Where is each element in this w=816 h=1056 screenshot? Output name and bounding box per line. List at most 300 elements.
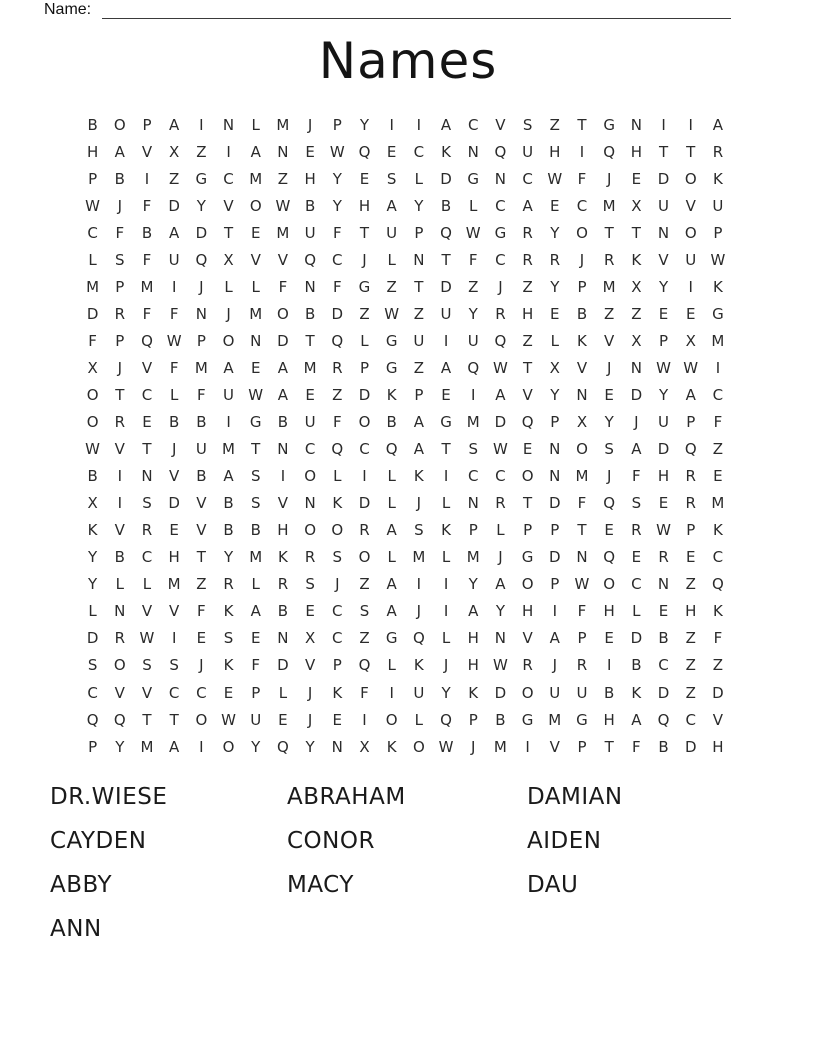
grid-cell: J (307, 710, 313, 729)
grid-cell: J (606, 358, 612, 377)
grid-cell: Y (468, 575, 478, 594)
grid-cell: A (522, 196, 533, 215)
grid-cell: F (713, 629, 723, 648)
grid-cell: W (547, 169, 563, 188)
grid-cell: T (142, 710, 152, 729)
grid-cell: O (358, 413, 371, 432)
grid-cell: P (577, 629, 587, 648)
grid-cell: O (412, 737, 425, 756)
grid-cell: R (712, 142, 724, 161)
word-list-item: AIDEN (527, 828, 602, 854)
grid-cell: L (169, 385, 179, 404)
grid-cell: I (280, 467, 286, 486)
grid-cell: P (115, 331, 125, 350)
grid-cell: N (141, 467, 153, 486)
grid-cell: O (86, 385, 99, 404)
grid-cell: P (414, 223, 424, 242)
grid-cell: G (385, 629, 398, 648)
grid-cell: D (168, 494, 180, 513)
name-label: Name: (44, 1, 92, 18)
grid-cell: S (414, 521, 424, 540)
grid-cell: W (683, 358, 699, 377)
grid-cell: B (223, 494, 234, 513)
grid-cell: Q (467, 358, 480, 377)
grid-cell: G (385, 358, 398, 377)
grid-cell: W (656, 521, 671, 540)
grid-cell: A (495, 575, 506, 594)
grid-cell: D (86, 304, 99, 323)
word-list-item: DR.WIESE (50, 784, 168, 810)
grid-cell: H (603, 710, 615, 729)
grid-cell: M (222, 440, 235, 459)
grid-cell: H (657, 467, 670, 486)
grid-cell: I (715, 358, 721, 377)
grid-cell: O (304, 521, 316, 540)
grid-cell: G (385, 331, 398, 350)
grid-cell: R (332, 358, 343, 377)
grid-cell: L (115, 575, 124, 594)
grid-cell: O (521, 683, 534, 702)
grid-cell: N (195, 304, 207, 323)
grid-cell: A (631, 710, 642, 729)
grid-cell: Q (657, 710, 670, 729)
grid-cell: C (467, 467, 479, 486)
grid-cell: Q (440, 710, 452, 729)
grid-cell: R (631, 521, 642, 540)
grid-cell: Q (141, 331, 153, 350)
grid-cell: T (115, 385, 125, 404)
grid-cell: P (251, 683, 261, 702)
grid-cell: U (195, 440, 207, 459)
grid-cell: I (416, 115, 422, 134)
word-list-spacer (527, 907, 766, 951)
grid-cell: C (87, 223, 98, 242)
grid-cell: Q (331, 440, 344, 459)
grid-cell: I (171, 629, 177, 648)
grid-cell: F (632, 467, 641, 486)
grid-cell: K (631, 250, 642, 269)
grid-cell: S (604, 440, 614, 459)
grid-cell: J (416, 602, 422, 621)
grid-cell: D (494, 413, 507, 432)
grid-cell: Y (604, 413, 614, 432)
grid-cell: N (657, 575, 670, 594)
grid-cell: Q (277, 737, 289, 756)
grid-cell: G (494, 223, 507, 242)
grid-cell: F (577, 169, 587, 188)
grid-cell: D (549, 494, 561, 513)
grid-cell: Y (468, 304, 478, 323)
grid-cell: B (495, 710, 506, 729)
grid-cell: J (416, 494, 422, 513)
grid-cell: E (441, 385, 451, 404)
grid-cell: X (685, 331, 696, 350)
grid-cell: U (223, 385, 235, 404)
grid-cell: O (331, 521, 344, 540)
grid-cell: I (606, 656, 612, 675)
grid-cell: H (712, 737, 724, 756)
grid-cell: W (492, 358, 508, 377)
grid-cell: M (140, 277, 154, 296)
grid-cell: P (332, 656, 342, 675)
grid-cell: D (630, 385, 643, 404)
grid-cell: H (549, 142, 561, 161)
grid-cell: L (387, 250, 396, 269)
grid-cell: N (277, 142, 289, 161)
grid-cell: T (441, 440, 451, 459)
grid-cell: I (688, 115, 693, 134)
grid-cell: Q (603, 548, 616, 567)
grid-cell: L (251, 575, 260, 594)
grid-cell: V (196, 494, 207, 513)
grid-cell: G (576, 710, 588, 729)
grid-cell: I (552, 602, 557, 621)
grid-cell: Z (332, 385, 343, 404)
grid-cell: E (196, 629, 207, 648)
grid-cell: R (223, 575, 234, 594)
grid-cell: S (142, 656, 152, 675)
grid-cell: Z (196, 142, 207, 161)
grid-cell: Y (550, 277, 560, 296)
grid-cell: E (685, 304, 696, 323)
grid-cell: C (304, 440, 316, 459)
grid-cell: P (88, 169, 98, 188)
grid-cell: L (333, 467, 342, 486)
grid-cell: B (196, 467, 207, 486)
grid-cell: Z (522, 331, 533, 350)
grid-cell: P (550, 521, 560, 540)
grid-cell: O (222, 331, 235, 350)
grid-cell: W (221, 710, 236, 729)
grid-cell: O (195, 710, 208, 729)
grid-cell: T (169, 710, 179, 729)
grid-cell: J (171, 440, 177, 459)
grid-cell: M (493, 737, 507, 756)
grid-cell: S (305, 575, 315, 594)
grid-cell: L (278, 683, 288, 702)
grid-cell: G (603, 115, 615, 134)
grid-cell: B (114, 548, 125, 567)
grid-cell: E (604, 521, 614, 540)
grid-cell: P (88, 737, 98, 756)
grid-cell: V (114, 683, 125, 702)
grid-cell: C (467, 115, 479, 134)
grid-cell: C (359, 440, 370, 459)
grid-cell: T (441, 250, 451, 269)
grid-cell: S (522, 115, 533, 134)
grid-cell: J (606, 467, 612, 486)
grid-cell: F (142, 304, 152, 323)
grid-cell: C (332, 629, 343, 648)
grid-cell: V (277, 494, 289, 513)
grid-cell: Y (550, 385, 560, 404)
grid-cell: P (577, 737, 587, 756)
grid-cell: J (443, 656, 449, 675)
grid-cell: Y (495, 602, 505, 621)
grid-cell: C (332, 250, 343, 269)
grid-cell: Y (414, 196, 424, 215)
grid-cell: S (169, 656, 179, 675)
grid-cell: B (604, 683, 615, 702)
grid-cell: T (305, 331, 315, 350)
grid-cell: E (631, 169, 642, 188)
grid-cell: W (166, 331, 182, 350)
grid-cell: R (359, 521, 370, 540)
grid-cell: A (631, 440, 642, 459)
grid-cell: E (250, 629, 261, 648)
grid-cell: M (194, 358, 208, 377)
grid-cell: J (552, 656, 557, 675)
grid-cell: L (88, 602, 97, 621)
grid-cell: H (467, 656, 479, 675)
grid-cell: I (579, 142, 585, 161)
grid-cell: Q (331, 331, 344, 350)
grid-cell: F (142, 250, 152, 269)
grid-cell: Z (169, 169, 180, 188)
grid-cell: T (577, 521, 587, 540)
word-list-item: ABRAHAM (287, 784, 406, 810)
grid-cell: C (576, 196, 588, 215)
grid-cell: Q (358, 142, 371, 161)
grid-cell: R (304, 548, 316, 567)
grid-cell: E (658, 494, 669, 513)
grid-cell: A (440, 115, 452, 134)
grid-cell: Q (358, 656, 371, 675)
grid-cell: E (658, 304, 669, 323)
grid-cell: O (113, 656, 126, 675)
grid-cell: V (250, 250, 261, 269)
grid-cell: T (604, 737, 614, 756)
grid-cell: Q (113, 710, 126, 729)
grid-cell: F (88, 331, 97, 350)
grid-cell: M (140, 737, 154, 756)
grid-cell: I (171, 277, 177, 296)
grid-cell: J (199, 656, 204, 675)
grid-cell: V (141, 358, 153, 377)
grid-cell: Q (412, 629, 425, 648)
grid-cell: D (657, 169, 670, 188)
grid-cell: W (574, 575, 590, 594)
grid-cell: H (358, 196, 371, 215)
grid-cell: C (522, 169, 533, 188)
grid-cell: J (498, 277, 503, 296)
grid-cell: V (522, 629, 533, 648)
grid-cell: N (630, 358, 642, 377)
grid-cell: J (199, 277, 204, 296)
grid-cell: O (576, 223, 588, 242)
grid-cell: K (386, 385, 397, 404)
grid-cell: R (141, 521, 153, 540)
grid-cell: V (169, 602, 180, 621)
grid-cell: E (359, 169, 370, 188)
grid-cell: V (685, 196, 696, 215)
grid-cell: K (386, 737, 397, 756)
grid-cell: D (277, 331, 289, 350)
grid-cell: D (358, 385, 371, 404)
grid-cell: E (685, 548, 696, 567)
grid-cell: B (196, 413, 207, 432)
grid-cell: E (250, 223, 261, 242)
grid-cell: K (468, 683, 479, 702)
grid-cell: P (414, 385, 424, 404)
grid-cell: D (494, 683, 507, 702)
grid-cell: I (144, 169, 150, 188)
grid-cell: T (251, 440, 261, 459)
grid-cell: M (466, 548, 480, 567)
grid-cell: V (114, 440, 125, 459)
grid-cell: M (548, 710, 562, 729)
grid-cell: R (576, 656, 588, 675)
word-list-item: ANN (50, 916, 102, 942)
grid-cell: K (223, 602, 234, 621)
grid-cell: K (712, 602, 723, 621)
grid-cell: V (712, 710, 724, 729)
grid-cell: V (223, 196, 234, 215)
grid-cell: A (169, 223, 180, 242)
grid-cell: H (277, 521, 289, 540)
grid-cell: M (249, 548, 263, 567)
grid-cell: K (441, 521, 451, 540)
grid-cell: E (522, 440, 533, 459)
grid-cell: V (277, 250, 289, 269)
grid-cell: I (416, 575, 422, 594)
grid-cell: H (630, 142, 642, 161)
grid-cell: Y (223, 548, 234, 567)
grid-cell: F (332, 413, 342, 432)
grid-cell: N (413, 250, 425, 269)
grid-cell: D (440, 277, 452, 296)
grid-cell: T (658, 142, 669, 161)
grid-cell: F (360, 683, 369, 702)
grid-cell: L (441, 494, 451, 513)
grid-cell: M (249, 304, 263, 323)
grid-cell: C (685, 710, 696, 729)
grid-cell: G (712, 304, 724, 323)
grid-cell: O (385, 710, 398, 729)
grid-cell: E (278, 710, 288, 729)
grid-cell: A (685, 385, 696, 404)
grid-cell: V (304, 656, 316, 675)
grid-cell: N (467, 494, 479, 513)
grid-cell: I (688, 277, 693, 296)
grid-cell: A (250, 602, 261, 621)
grid-cell: V (576, 358, 588, 377)
grid-cell: M (303, 358, 317, 377)
grid-cell: J (579, 250, 585, 269)
grid-cell: M (602, 277, 616, 296)
grid-cell: T (414, 277, 424, 296)
grid-cell: K (577, 331, 587, 350)
grid-cell: D (358, 494, 371, 513)
grid-cell: X (169, 142, 180, 161)
grid-cell: Y (359, 115, 370, 134)
grid-cell: N (494, 169, 507, 188)
grid-cell: S (87, 656, 98, 675)
grid-cell: Z (386, 277, 397, 296)
grid-cell: L (387, 548, 396, 567)
grid-cell: L (360, 331, 369, 350)
grid-cell: G (521, 548, 534, 567)
word-search-grid (79, 111, 732, 760)
grid-cell: F (251, 656, 261, 675)
grid-cell: R (114, 629, 125, 648)
grid-cell: E (169, 521, 179, 540)
word-list-item: CONOR (287, 828, 375, 854)
grid-cell: U (712, 196, 724, 215)
grid-cell: W (438, 737, 454, 756)
grid-cell: Y (332, 169, 342, 188)
grid-cell: A (386, 575, 397, 594)
grid-cell: U (522, 142, 534, 161)
grid-cell: C (495, 196, 506, 215)
grid-cell: R (685, 467, 696, 486)
grid-cell: F (169, 358, 179, 377)
grid-cell: H (685, 602, 697, 621)
grid-cell: J (362, 250, 367, 269)
grid-cell: A (114, 142, 125, 161)
grid-cell: U (658, 413, 670, 432)
grid-cell: A (277, 385, 289, 404)
grid-cell: I (443, 575, 449, 594)
grid-cell: N (250, 331, 262, 350)
grid-cell: U (168, 250, 180, 269)
grid-cell: D (440, 169, 452, 188)
grid-cell: S (142, 494, 152, 513)
grid-cell: P (115, 277, 125, 296)
grid-cell: L (414, 710, 424, 729)
grid-cell: M (412, 548, 426, 567)
grid-cell: H (467, 629, 479, 648)
grid-cell: P (359, 358, 369, 377)
grid-cell: A (169, 115, 180, 134)
grid-cell: D (684, 737, 697, 756)
grid-cell: B (250, 521, 261, 540)
grid-cell: S (223, 629, 234, 648)
grid-cell: M (86, 277, 100, 296)
grid-cell: G (440, 413, 452, 432)
grid-cell: Z (685, 629, 696, 648)
grid-cell: K (223, 656, 234, 675)
grid-cell: Q (195, 250, 208, 269)
grid-cell: U (304, 413, 316, 432)
grid-cell: L (469, 196, 478, 215)
grid-cell: X (631, 277, 642, 296)
grid-cell: A (386, 521, 397, 540)
grid-cell: E (223, 683, 234, 702)
grid-cell: N (277, 629, 289, 648)
grid-cell: V (196, 521, 207, 540)
grid-cell: B (631, 656, 642, 675)
word-list (50, 775, 766, 951)
grid-cell: N (494, 629, 507, 648)
word-list-item: DAMIAN (527, 784, 623, 810)
grid-cell: A (169, 737, 180, 756)
grid-cell: P (468, 521, 478, 540)
grid-cell: N (304, 494, 316, 513)
grid-cell: F (197, 385, 206, 404)
grid-cell: T (359, 223, 370, 242)
grid-cell: E (305, 385, 315, 404)
name-fill-line (102, 0, 731, 19)
grid-cell: Y (196, 196, 206, 215)
grid-cell: S (250, 494, 261, 513)
grid-cell: Z (413, 304, 424, 323)
grid-cell: Q (494, 331, 507, 350)
grid-cell: H (86, 142, 99, 161)
grid-cell: B (658, 737, 669, 756)
grid-cell: A (712, 115, 724, 134)
grid-cell: A (413, 440, 424, 459)
